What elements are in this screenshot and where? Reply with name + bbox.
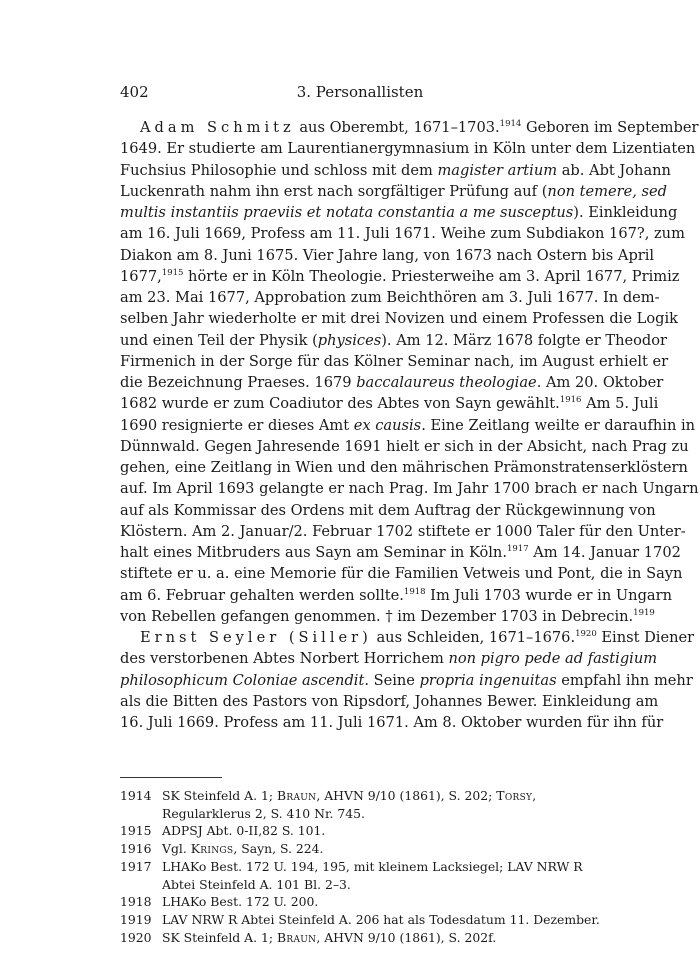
text-segment: 1677, [120, 267, 162, 285]
text-segment: am 6. Februar gehalten werden sollte. [120, 586, 404, 604]
text-segment: LHAKo Best. 172 U. 200. [162, 894, 319, 910]
text-line [120, 245, 655, 266]
text-line [120, 606, 655, 627]
footnote-reference: 1919 [633, 607, 655, 618]
footnote [120, 929, 600, 947]
text-segment: Einst Diener [596, 629, 695, 646]
text-segment: , Sayn, S. 224. [233, 841, 324, 857]
text-line [120, 393, 659, 414]
text-line [120, 563, 683, 584]
text-segment: Geboren im September [521, 119, 699, 136]
text-line [120, 372, 664, 393]
text-segment: empfahl ihn mehr [556, 671, 693, 689]
text-line [120, 478, 699, 499]
author-name: Krings [190, 841, 234, 857]
text-segment: Am 14. Januar 1702 [528, 544, 681, 561]
person-name: Adam Schmitz [140, 119, 295, 136]
main-text [120, 117, 699, 733]
person-name: Ernst Seyler (Siller) [140, 629, 372, 646]
text-line [120, 308, 678, 329]
italic-text: philosophicum Coloniae ascendit [120, 671, 365, 689]
text-segment: SK Steinfeld A. 1; [162, 788, 278, 803]
text-segment: ). Einkleidung [573, 204, 678, 221]
text-segment: und einen Teil der Physik ( [120, 331, 318, 349]
text-segment: am 23. Mai 1677, Approbation zum Beichthören am 3. Juli 1677. In dem- [120, 289, 660, 306]
footnotes [120, 787, 600, 946]
text-segment: aus Schleiden, 1671–1676. [371, 629, 576, 646]
text-segment: . Eine Zeitlang weilte er daraufhin in [421, 416, 696, 434]
italic-text: baccalaureus theologiae [356, 374, 537, 391]
text-line [120, 521, 686, 542]
text-line [120, 670, 693, 691]
text-segment: LAV NRW R Abtei Steinfeld A. 206 hat als Todesdatum 11. Dezember. [162, 911, 600, 927]
text-line [120, 266, 680, 287]
text-line [120, 712, 664, 733]
footnote [120, 911, 600, 929]
footnote [120, 822, 600, 840]
text-segment: ADPSJ Abt. 0-II,82 S. 101. [162, 823, 326, 839]
text-segment: . Am 20. Oktober [536, 374, 664, 391]
text-segment: ab. Abt Johann [557, 161, 671, 179]
footnote-reference: 1917 [506, 544, 529, 554]
page-number: 402 [120, 83, 149, 101]
footnote-number: 1919 [120, 911, 152, 927]
text-segment: Im Juli 1703 wurde er in Ungarn [425, 586, 672, 604]
text-segment: gehen, eine Zeitlang in Wien und den mährischen Prämonstratenserklöstern [120, 459, 688, 476]
text-segment: SK Steinfeld A. 1; [162, 929, 278, 945]
text-segment: 16. Juli 1669. Profess am 11. Juli 1671. Am 8. Oktober wurden für ihn für [120, 714, 664, 731]
text-line [120, 585, 672, 606]
footnote-number: 1914 [120, 788, 152, 803]
italic-text: non pigro pede ad fastigium [448, 650, 658, 668]
footnote [120, 840, 600, 858]
text-line [120, 160, 671, 181]
text-line [120, 202, 678, 223]
text-line [120, 691, 659, 712]
italic-text: multis instantiis praeviis et notata constantia a me susceptus [120, 204, 574, 221]
page-header [120, 82, 600, 102]
text-line [120, 648, 658, 669]
footnote-number: 1920 [120, 929, 152, 945]
text-segment: halt eines Mitbruders aus Sayn am Seminar in Köln. [120, 544, 507, 561]
text-line [120, 181, 667, 202]
text-segment: 1690 resignierte er dieses Amt [120, 416, 354, 434]
text-segment: auf. Im April 1693 gelangte er nach Prag. Im Jahr 1700 brach er nach Ungarn [120, 480, 699, 498]
italic-text: magister artium [437, 161, 558, 179]
text-segment: auf als Kommissar des Ordens mit dem Auftrag der Rückgewinnung von [120, 501, 656, 519]
text-segment: Diakon am 8. Juni 1675. Vier Jahre lang, von 1673 nach Ostern bis April [120, 246, 655, 264]
text-segment: des verstorbenen Abtes Norbert Horrichem [120, 650, 449, 668]
italic-text: propria ingenuitas [419, 671, 557, 689]
footnote-number: 1916 [120, 841, 152, 857]
text-segment: 1649. Er studierte am Laurentianergymnasium in Köln unter dem Lizentiaten [120, 140, 696, 158]
text-segment: Luckenrath nahm ihn erst nach sorgfältiger Prüfung auf ( [120, 182, 548, 200]
text-line [120, 542, 681, 563]
text-segment: , Regularklerus 2, S. 410 Nr. 745. [162, 788, 537, 821]
footnote-reference: 1914 [499, 119, 522, 129]
footnote [120, 858, 600, 893]
text-segment: Am 5. Juli [581, 395, 659, 413]
text-segment: Dünnwald. Gegen Jahresende 1691 hielt er sich in der Absicht, nach Prag zu [120, 437, 689, 455]
text-line [120, 287, 660, 308]
text-segment: am 16. Juli 1669, Profess am 11. Juli 1671. Weihe zum Subdiakon 167?, zum [120, 225, 685, 243]
text-line [120, 457, 688, 478]
italic-text: ex causis [353, 416, 422, 434]
author-name: Braun [277, 929, 317, 945]
italic-text: physices [317, 331, 382, 349]
footnote-reference: 1918 [403, 586, 426, 597]
text-line [120, 117, 699, 138]
text-segment: Vgl. [162, 841, 191, 857]
text-line [120, 436, 689, 457]
text-segment: , AHVN 9/10 (1861), S. 202f. [316, 929, 497, 945]
footnote [120, 893, 600, 911]
text-segment: hörte er in Köln Theologie. Priesterweihe am 3. April 1677, Primiz [183, 267, 680, 285]
text-line [120, 351, 669, 372]
footnote-separator [120, 777, 222, 778]
text-segment: . Seine [364, 671, 420, 689]
text-segment: , AHVN 9/10 (1861), S. 202; [316, 788, 497, 803]
text-segment: stiftete er u. a. eine Memorie für die Familien Vetweis und Pont, die in Sayn [120, 565, 683, 583]
footnote-reference: 1920 [575, 629, 597, 639]
text-segment: 1682 wurde er zum Coadiutor des Abtes von Sayn gewählt. [120, 395, 560, 413]
footnote [120, 787, 600, 822]
footnote-number: 1918 [120, 894, 152, 910]
italic-text: non temere, sed [547, 182, 667, 200]
footnote-number: 1915 [120, 823, 152, 839]
text-segment: LHAKo Best. 172 U. 194, 195, mit kleinem Lacksiegel; LAV NRW R Abtei Steinfeld A. 101 Bl. 2–3. [162, 858, 583, 892]
text-segment: Klöstern. Am 2. Januar/2. Februar 1702 stiftete er 1000 Taler für den Unter- [120, 522, 686, 540]
text-line [120, 500, 656, 521]
text-line [120, 627, 695, 648]
running-title: 3. Personallisten [296, 83, 424, 101]
author-name: Torsy [496, 788, 533, 803]
footnote-number: 1917 [120, 858, 152, 874]
footnote-reference: 1916 [559, 395, 582, 406]
footnote-reference: 1915 [161, 267, 184, 278]
text-segment: als die Bitten des Pastors von Ripsdorf, Johannes Bewer. Einkleidung am [120, 692, 659, 710]
text-line [120, 330, 668, 351]
text-segment: aus Oberembt, 1671–1703. [294, 119, 500, 136]
text-segment: von Rebellen gefangen genommen. † im Dezember 1703 in Debrecin. [120, 607, 634, 625]
text-line [120, 415, 696, 436]
text-line [120, 223, 685, 244]
text-segment: Firmenich in der Sorge für das Kölner Seminar nach, im August erhielt er [120, 352, 669, 370]
text-line [120, 138, 696, 159]
author-name: Braun [277, 788, 317, 803]
text-segment: die Bezeichnung Praeses. 1679 [120, 374, 357, 391]
text-segment: ). Am 12. März 1678 folgte er Theodor [381, 331, 668, 349]
text-segment: selben Jahr wiederholte er mit drei Novizen und einem Professen die Logik [120, 310, 678, 328]
text-segment: Fuchsius Philosophie und schloss mit dem [120, 161, 438, 179]
